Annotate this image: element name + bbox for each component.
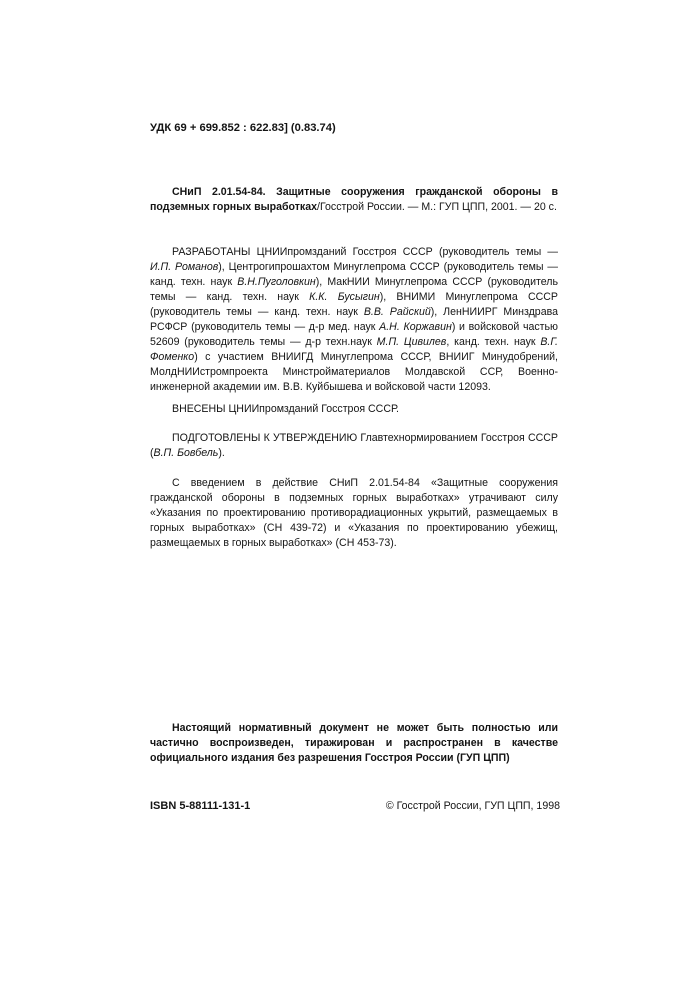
razrab-name-2: В.Н.Пуголовкин <box>237 276 316 288</box>
supersedes-paragraph: С введением в действие СНиП 2.01.54-84 «Защитные сооружения гражданской обороны в подземных горных выработках» утрачивают силу «Указания по проектированию противорадиационных укрытий, размещаемых в горных выработках» (СН 439-72) и «Указания по проектированию убежищ, размещаемых в горных выработках» (СН 453-73). <box>150 477 558 549</box>
razrab-text-5: ), ЛенНИИРГ Минздрава РСФСР (руководитель темы — д-р мед. наук <box>150 306 558 333</box>
prepared-paragraph <box>150 431 558 461</box>
isbn: ISBN 5-88111-131-1 <box>150 800 251 812</box>
razrab-text-1: РАЗРАБОТАНЫ ЦНИИпромзданий Госстроя СССР (руководитель темы — <box>172 246 558 258</box>
introduced-by-paragraph: ВНЕСЕНЫ ЦНИИпромзданий Госстроя СССР. <box>172 403 399 415</box>
razrab-text-3: ), МакНИИ Минуглепрома СССР (руководитель темы — канд. техн. наук <box>150 276 558 303</box>
udk-code: УДК 69 + 699.852 : 622.83] (0.83.74) <box>150 122 336 134</box>
podgot-text-1: ПОДГОТОВЛЕНЫ К УТВЕРЖДЕНИЮ Главтехнормированием Госстроя СССР ( <box>150 432 558 459</box>
razrab-text-4: ), ВНИМИ Минуглепрома СССР (руководитель темы — канд. техн. наук <box>150 291 558 318</box>
razrab-name-7: В.Г. Фоменко <box>150 336 558 363</box>
title-publisher: /Госстрой России. — М.: ГУП ЦПП, 2001. — 20 с. <box>317 201 557 213</box>
copyright-line: © Госстрой России, ГУП ЦПП, 1998 <box>385 800 560 812</box>
podgot-text-2: ). <box>218 447 225 459</box>
razrab-text-8: ) с участием ВНИИГД Минуглепрома СССР, ВНИИГ Минудобрений, МолдНИИстромпроекта Минстройматериалов Молдавской ССР, Военно-инженерной академии им. В.В. Куйбышева и войсковой части 12093. <box>150 351 558 393</box>
title-bold: СНиП 2.01.54-84. Защитные сооружения гражданской обороны в подземных горных выработках <box>150 186 558 213</box>
razrab-text-6: ) и войсковой частью 52609 (руководитель темы — д-р техн.наук <box>150 321 558 348</box>
razrab-name-6: М.П. Цивилев <box>376 336 447 348</box>
razrab-text-2: ), Центрогипрошахтом Минуглепрома СССР (руководитель темы — канд. техн. наук <box>150 261 558 288</box>
razrab-text-7: , канд. техн. наук <box>446 336 541 348</box>
copyright-notice: Настоящий нормативный документ не может быть полностью или частично воспроизведен, тиражирован и распространен в качестве официального издания без разрешения Госстроя России (ГУП ЦПП) <box>150 722 558 764</box>
razrab-name-1: И.П. Романов <box>150 261 219 273</box>
footer <box>150 800 560 812</box>
razrab-name-4: В.В. Райский <box>363 306 431 318</box>
developers-paragraph <box>150 245 558 395</box>
podgot-name: В.П. Бовбель <box>153 447 219 459</box>
razrab-name-5: А.Н. Коржавин <box>379 321 452 333</box>
razrab-name-3: К.К. Бусыгин <box>309 291 380 303</box>
bibliographic-title <box>150 185 558 215</box>
